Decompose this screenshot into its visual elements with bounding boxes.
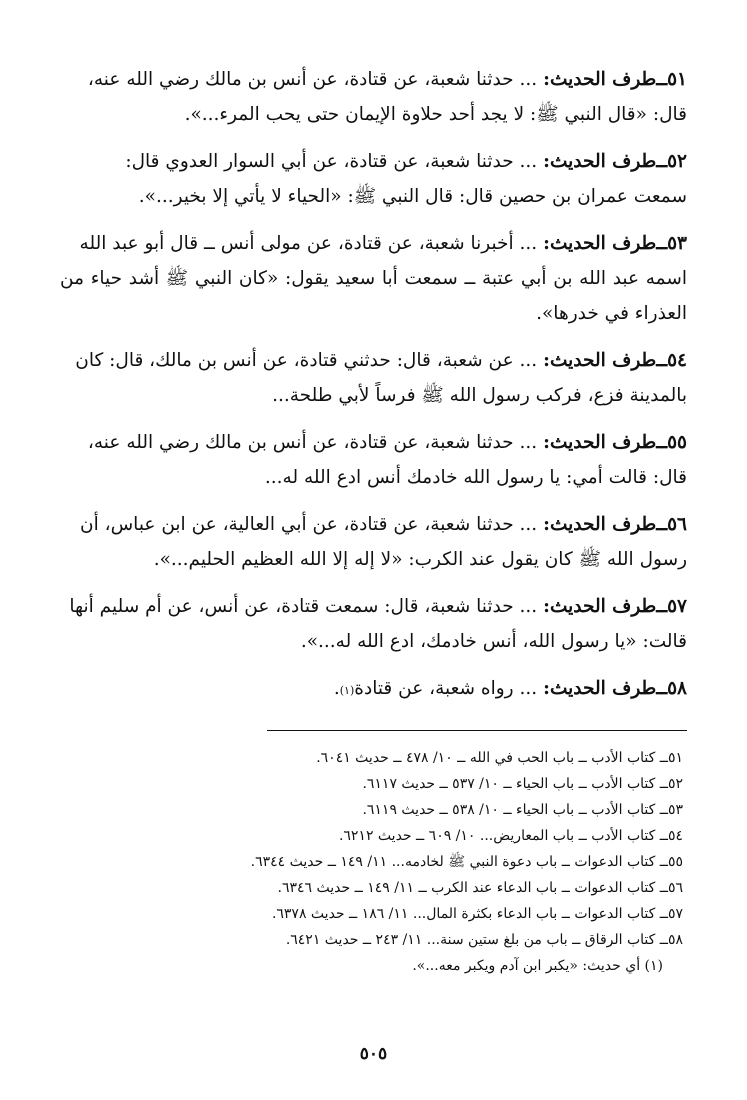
entry-number: ٥٢ــ	[656, 151, 687, 172]
entry-first-line: ... حدثنا شعبة، قال: سمعت قتادة، عن أنس، عن أم سليم أنها	[69, 596, 538, 617]
entry-continuation: قالت: «يا رسول الله، أنس خادمك، ادع الله له...».	[300, 631, 687, 652]
hadith-entry-53	[60, 226, 687, 331]
entry-continuation: بالمدينة فزع، فركب رسول الله ﷺ فرساً لأبي طلحة...	[272, 385, 687, 406]
entry-number: ٥١ــ	[656, 69, 687, 90]
entry-number: ٥٥ــ	[656, 432, 687, 453]
entry-label: طرف الحديث:	[543, 432, 657, 453]
entry-label: طرف الحديث:	[543, 678, 657, 699]
entry-number: ٥٧ــ	[656, 596, 687, 617]
footnote-marker: (١)	[339, 684, 355, 697]
hadith-entry-54	[60, 343, 687, 413]
entry-continuation: قال: قالت أمي: يا رسول الله خادمك أنس ادع الله له...	[264, 467, 687, 488]
hadith-entry-51	[60, 62, 687, 132]
footnotes	[60, 745, 687, 979]
hadith-entry-55	[60, 425, 687, 495]
entry-first-line: ... حدثنا شعبة، عن قتادة، عن أنس بن مالك رضي الله عنه،	[87, 69, 538, 90]
entry-first-line: ... حدثنا شعبة، عن قتادة، عن أبي السوار العدوي قال:	[125, 151, 538, 172]
document-page	[60, 62, 687, 1100]
entry-continuation: رسول الله ﷺ كان يقول عند الكرب: «لا إله إلا الله العظيم الحليم...».	[153, 549, 687, 570]
footnote-57: ٥٧ــ كتاب الدعوات ــ باب الدعاء بكثرة المال... ١١/ ١٨٦ ــ حديث ٦٣٧٨.	[271, 906, 683, 922]
entry-number: ٥٤ــ	[656, 350, 687, 371]
entry-label: طرف الحديث:	[543, 69, 657, 90]
entry-label: طرف الحديث:	[543, 233, 657, 254]
footnote-51: ٥١ــ كتاب الأدب ــ باب الحب في الله ــ ١٠/ ٤٧٨ ــ حديث ٦٠٤١.	[316, 750, 683, 766]
entry-label: طرف الحديث:	[543, 350, 657, 371]
entry-first-line: ... رواه شعبة، عن قتادة	[354, 678, 538, 699]
entry-tail: .	[333, 678, 340, 699]
entry-number: ٥٦ــ	[656, 514, 687, 535]
entry-first-line: ... عن شعبة، قال: حدثني قتادة، عن أنس بن مالك، قال: كان	[75, 350, 538, 371]
footnote-divider	[267, 730, 687, 731]
entry-label: طرف الحديث:	[543, 596, 657, 617]
hadith-entry-56	[60, 507, 687, 577]
footnote-note: (١) أي حديث: «يكبر ابن آدم ويكبر معه...».	[412, 958, 663, 974]
footnote-53: ٥٣ــ كتاب الأدب ــ باب الحياء ــ ١٠/ ٥٣٨ ــ حديث ٦١١٩.	[362, 802, 683, 818]
entry-first-line: ... حدثنا شعبة، عن قتادة، عن أنس بن مالك رضي الله عنه،	[87, 432, 538, 453]
entry-continuation: اسمه عبد الله بن أبي عتبة ــ سمعت أبا سعيد يقول: «كان النبي ﷺ أشد حياء من العذراء في خدرها».	[60, 268, 687, 324]
footnote-55: ٥٥ــ كتاب الدعوات ــ باب دعوة النبي ﷺ لخادمه... ١١/ ١٤٩ ــ حديث ٦٣٤٤.	[250, 854, 683, 870]
hadith-entry-52	[60, 144, 687, 214]
entry-label: طرف الحديث:	[543, 514, 657, 535]
footnote-58: ٥٨ــ كتاب الرقاق ــ باب من بلغ ستين سنة... ١١/ ٢٤٣ ــ حديث ٦٤٢١.	[285, 932, 683, 948]
entry-first-line: ... حدثنا شعبة، عن قتادة، عن أبي العالية، عن ابن عباس، أن	[80, 514, 538, 535]
footnote-54: ٥٤ــ كتاب الأدب ــ باب المعاريض... ١٠/ ٦٠٩ ــ حديث ٦٢١٢.	[338, 828, 683, 844]
hadith-entry-58	[60, 671, 687, 708]
entry-number: ٥٨ــ	[656, 678, 687, 699]
footnote-52: ٥٢ــ كتاب الأدب ــ باب الحياء ــ ١٠/ ٥٣٧ ــ حديث ٦١١٧.	[362, 776, 683, 792]
entry-continuation: سمعت عمران بن حصين قال: قال النبي ﷺ: «الحياء لا يأتي إلا بخير...».	[138, 186, 687, 207]
footnote-56: ٥٦ــ كتاب الدعوات ــ باب الدعاء عند الكرب ــ ١١/ ١٤٩ ــ حديث ٦٣٤٦.	[277, 880, 683, 896]
entry-continuation: قال: «قال النبي ﷺ: لا يجد أحد حلاوة الإيمان حتى يحب المرء...».	[184, 104, 687, 125]
entry-first-line: ... أخبرنا شعبة، عن قتادة، عن مولى أنس ــ قال أبو عبد الله	[79, 233, 538, 254]
entry-number: ٥٣ــ	[656, 233, 687, 254]
entry-label: طرف الحديث:	[543, 151, 657, 172]
hadith-entry-57	[60, 589, 687, 659]
page-number: ٥٠٥	[359, 1044, 388, 1064]
